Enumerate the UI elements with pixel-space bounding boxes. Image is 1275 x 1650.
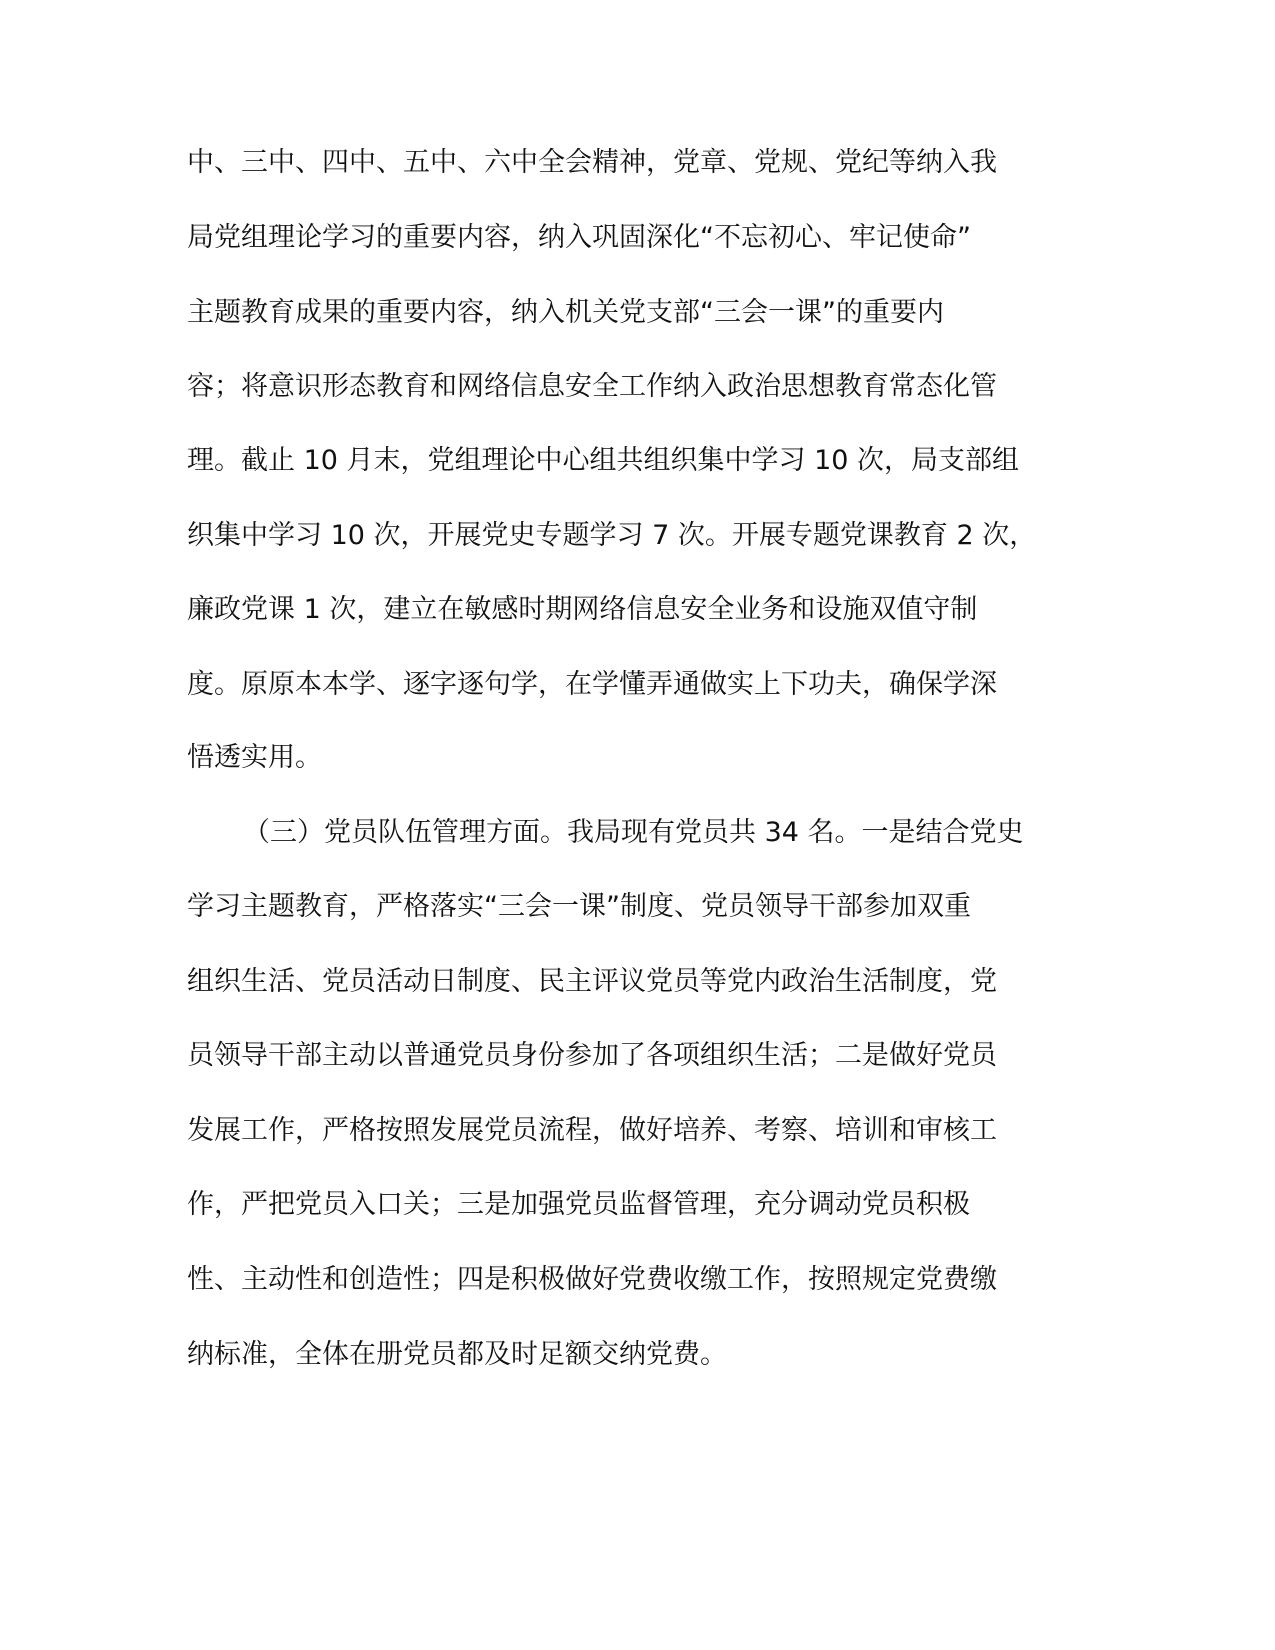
text-line: 学习主题教育，严格落实“三会一课”制度、党员领导干部参加双重 [187, 891, 971, 922]
text-line: 纳标准，全体在册党员都及时足额交纳党费。 [187, 1339, 727, 1370]
text-line: 理。截止 10 月末，党组理论中心组共组织集中学习 10 次，局支部组 [187, 445, 1020, 476]
text-line: 发展工作，严格按照发展党员流程，做好培养、考察、培训和审核工 [187, 1115, 997, 1146]
text-line: 局党组理论学习的重要内容，纳入巩固深化“不忘初心、牢记使命” [187, 222, 971, 253]
text-line: 主题教育成果的重要内容，纳入机关党支部“三会一课”的重要内 [187, 297, 944, 328]
text-line: 组织生活、党员活动日制度、民主评议党员等党内政治生活制度，党 [187, 966, 997, 997]
text-line: 悟透实用。 [187, 742, 322, 773]
text-line: 作，严把党员入口关；三是加强党员监督管理，充分调动党员积极 [187, 1189, 970, 1220]
text-line: 度。原原本本学、逐字逐句学，在学懂弄通做实上下功夫，确保学深 [187, 669, 997, 700]
paragraph-start-line: （三）党员队伍管理方面。我局现有党员共 34 名。一是结合党史 [243, 817, 1024, 848]
text-line: 中、三中、四中、五中、六中全会精神，党章、党规、党纪等纳入我 [187, 147, 997, 178]
text-line: 容；将意识形态教育和网络信息安全工作纳入政治思想教育常态化管 [187, 371, 997, 402]
text-line: 廉政党课 1 次，建立在敏感时期网络信息安全业务和设施双值守制 [187, 594, 978, 625]
text-line: 织集中学习 10 次，开展党史专题学习 7 次。开展专题党课教育 2 次， [187, 520, 1037, 551]
text-line: 性、主动性和创造性；四是积极做好党费收缴工作，按照规定党费缴 [187, 1264, 997, 1295]
text-line: 员领导干部主动以普通党员身份参加了各项组织生活；二是做好党员 [187, 1040, 997, 1071]
